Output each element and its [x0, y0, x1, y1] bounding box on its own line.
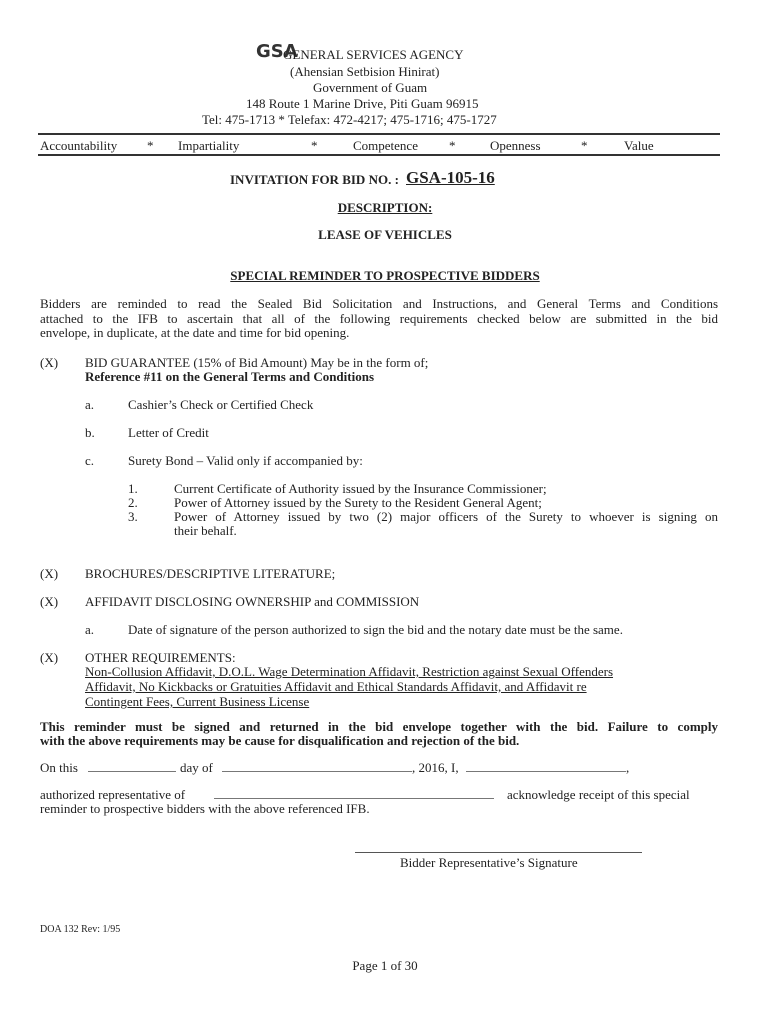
agency-subtitle: (Ahensian Setbision Hinirat): [290, 64, 440, 79]
option-text: Letter of Credit: [128, 425, 209, 440]
acknowledge-text: acknowledge receipt of this special: [507, 787, 690, 802]
authorized-text: authorized representative of: [40, 787, 186, 802]
description: LEASE OF VEHICLES: [318, 227, 452, 242]
form-code: DOA 132 Rev: 1/95: [40, 924, 121, 935]
ifb-label: INVITATION FOR BID NO. :: [230, 172, 399, 187]
signature-line[interactable]: [355, 852, 642, 853]
value-competence: Competence: [353, 138, 418, 153]
separator: *: [581, 138, 588, 153]
value-impartiality: Impartiality: [178, 138, 240, 153]
day-field[interactable]: [88, 760, 176, 772]
signature-label: Bidder Representative’s Signature: [400, 855, 578, 870]
gsa-logo: GSA: [256, 41, 298, 62]
surety-text-cont: their behalf.: [174, 523, 237, 538]
separator: *: [147, 138, 154, 153]
surety-text: Current Certificate of Authority issued by the Insurance Commissioner;: [174, 481, 547, 496]
option-marker: c.: [85, 453, 95, 468]
reminder-title: SPECIAL REMINDER TO PROSPECTIVE BIDDERS: [230, 268, 540, 283]
intro-line: attached to the IFB to ascertain that all of the following requirements checked below are submitted in the bid: [40, 311, 718, 326]
comma: ,: [626, 760, 630, 775]
year-text: , 2016, I,: [412, 760, 459, 775]
checkbox-brochures: (X): [40, 566, 59, 581]
other-line: Non-Collusion Affidavit, D.O.L. Wage Determination Affidavit, Restriction against Sexual Offenders: [85, 664, 614, 679]
acknowledge-line2: reminder to prospective bidders with the above referenced IFB.: [40, 801, 370, 816]
other-line: Affidavit, No Kickbacks or Gratuities Affidavit and Ethical Standards Affidavit, and Affidavit re: [85, 679, 587, 694]
separator: *: [449, 138, 456, 153]
ifb-number: GSA-105-16: [406, 168, 495, 187]
government: Government of Guam: [313, 80, 428, 95]
option-text: Surety Bond – Valid only if accompanied by:: [128, 453, 363, 468]
company-field[interactable]: [214, 787, 494, 799]
surety-marker: 1.: [128, 481, 138, 496]
warning-line: This reminder must be signed and returned in the bid envelope together with the bid. Failure to comply: [40, 719, 718, 734]
surety-marker: 3.: [128, 509, 138, 524]
page-number: Page 1 of 30: [352, 958, 418, 973]
brochures: BROCHURES/DESCRIPTIVE LITERATURE;: [85, 566, 336, 581]
other-line: Contingent Fees, Current Business License: [85, 694, 310, 709]
intro-line: envelope, in duplicate, at the date and time for bid opening.: [40, 325, 350, 340]
value-openness: Openness: [490, 138, 541, 153]
divider: [38, 133, 720, 135]
option-text: Cashier’s Check or Certified Check: [128, 397, 314, 412]
day-of: day of: [180, 760, 213, 775]
divider: [38, 154, 720, 156]
on-this: On this: [40, 760, 78, 775]
value-accountability: Accountability: [40, 138, 118, 153]
checkbox-bid-guarantee: (X): [40, 355, 59, 370]
intro-line: Bidders are reminded to read the Sealed Bid Solicitation and Instructions, and General Terms and Conditions: [40, 296, 718, 311]
address: 148 Route 1 Marine Drive, Piti Guam 96915: [246, 96, 479, 111]
bid-guarantee: BID GUARANTEE (15% of Bid Amount) May be in the form of;: [85, 355, 429, 370]
surety-text: Power of Attorney issued by two (2) major officers of the Surety to whoever is signing on: [174, 509, 718, 524]
surety-text: Power of Attorney issued by the Surety to the Resident General Agent;: [174, 495, 542, 510]
affidavit-marker: a.: [85, 622, 95, 637]
bid-reference: Reference #11 on the General Terms and Conditions: [85, 369, 375, 384]
affidavit-text: Date of signature of the person authorized to sign the bid and the notary date must be the same.: [128, 622, 623, 637]
surety-marker: 2.: [128, 495, 138, 510]
affidavit: AFFIDAVIT DISCLOSING OWNERSHIP and COMMISSION: [85, 594, 420, 609]
checkbox-other: (X): [40, 650, 59, 665]
month-field[interactable]: [222, 760, 412, 772]
option-marker: a.: [85, 397, 95, 412]
checkbox-affidavit: (X): [40, 594, 59, 609]
name-field[interactable]: [466, 760, 626, 772]
phone: Tel: 475-1713 * Telefax: 472-4217; 475-1716; 475-1727: [202, 112, 497, 127]
separator: *: [311, 138, 318, 153]
agency-name: GENERAL SERVICES AGENCY: [283, 47, 464, 62]
description-label: DESCRIPTION:: [337, 200, 433, 215]
warning-line: with the above requirements may be cause for disqualification and rejection of the bid.: [40, 733, 520, 748]
other-requirements: OTHER REQUIREMENTS:: [85, 650, 236, 665]
value-value: Value: [624, 138, 654, 153]
option-marker: b.: [85, 425, 95, 440]
